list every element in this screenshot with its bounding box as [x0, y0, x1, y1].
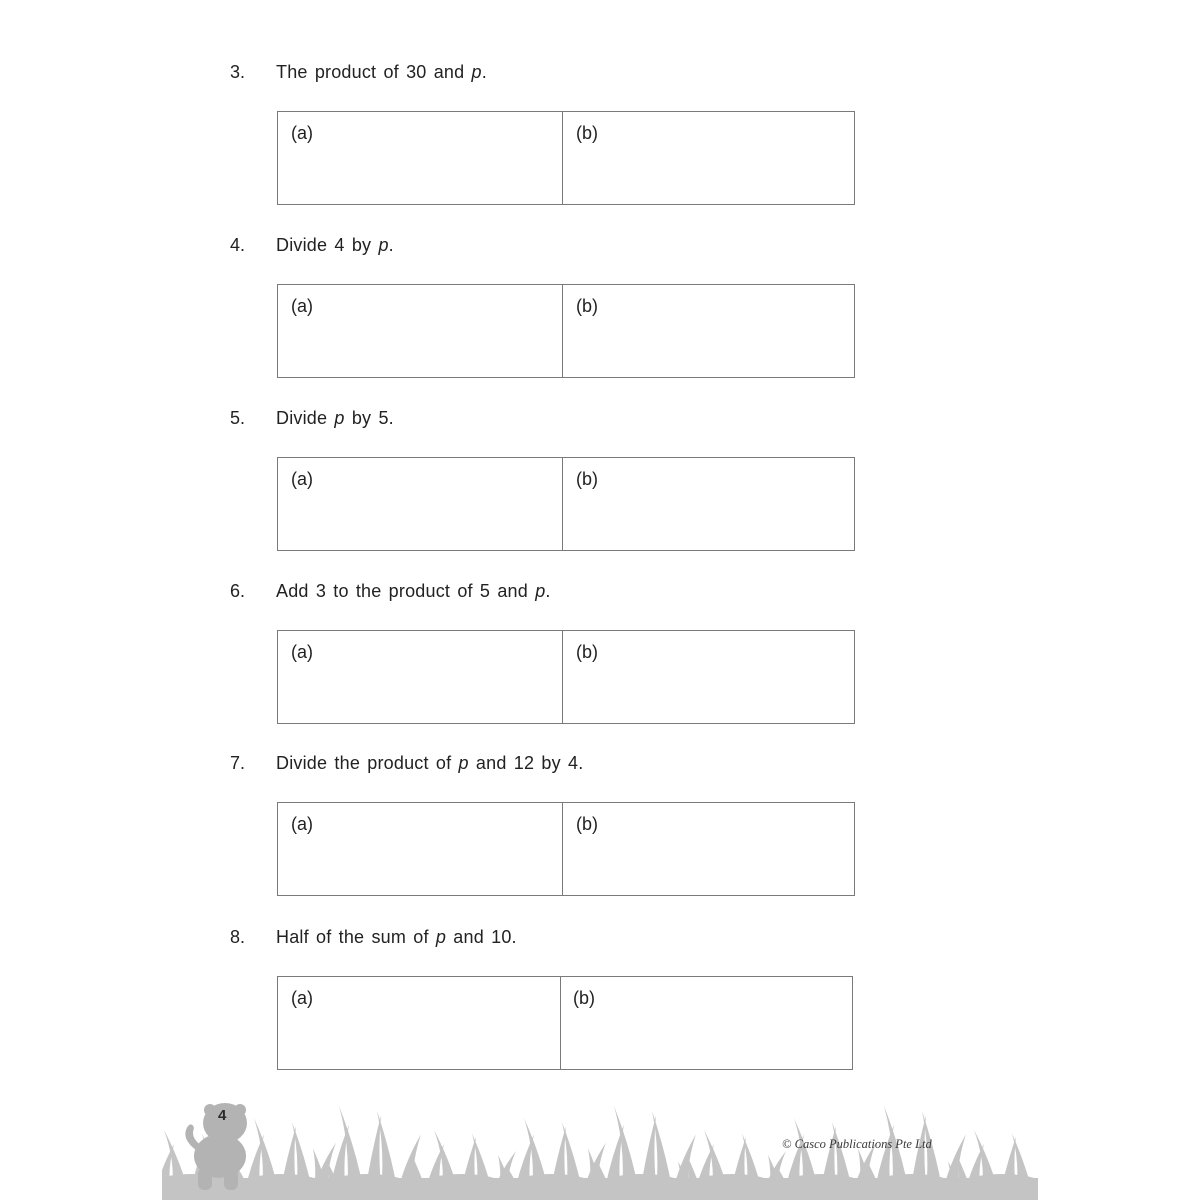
cell-label-a: (a) — [291, 988, 313, 1008]
question-3 — [162, 60, 1038, 210]
question-7 — [162, 751, 1038, 901]
cell-label-a: (a) — [291, 296, 313, 316]
question-text: Add 3 to the product of 5 and p. — [276, 581, 551, 601]
question-text: Half of the sum of p and 10. — [276, 927, 517, 947]
cell-label-a: (a) — [291, 123, 313, 143]
cell-label-b: (b) — [576, 123, 598, 143]
answer-box[interactable] — [277, 457, 855, 551]
answer-box[interactable] — [277, 630, 855, 724]
cell-label-b: (b) — [576, 814, 598, 834]
question-8 — [162, 925, 1038, 1075]
question-number: 8. — [230, 927, 246, 947]
answer-cell-b[interactable] — [563, 803, 854, 895]
answer-cell-b[interactable] — [563, 112, 854, 204]
cell-label-a: (a) — [291, 642, 313, 662]
answer-cell-a[interactable] — [278, 803, 563, 895]
cell-label-b: (b) — [576, 296, 598, 316]
grass-ground — [162, 1178, 1038, 1200]
answer-cell-b[interactable] — [563, 285, 854, 377]
answer-cell-b[interactable] — [563, 458, 854, 550]
cell-label-b: (b) — [576, 469, 598, 489]
question-text: Divide p by 5. — [276, 408, 394, 428]
cell-label-b: (b) — [573, 988, 595, 1008]
answer-box[interactable] — [277, 111, 855, 205]
answer-box[interactable] — [277, 976, 853, 1070]
question-5 — [162, 406, 1038, 556]
answer-cell-a[interactable] — [278, 631, 563, 723]
question-4 — [162, 233, 1038, 383]
answer-cell-b[interactable] — [563, 631, 854, 723]
copyright-notice: © Casco Publications Pte Ltd — [782, 1137, 932, 1151]
answer-cell-a[interactable] — [278, 112, 563, 204]
question-text: The product of 30 and p. — [276, 62, 487, 82]
page-number: 4 — [218, 1107, 227, 1124]
question-text: Divide the product of p and 12 by 4. — [276, 753, 584, 773]
answer-box[interactable] — [277, 284, 855, 378]
answer-box[interactable] — [277, 802, 855, 896]
answer-cell-a[interactable] — [278, 977, 561, 1069]
cell-label-b: (b) — [576, 642, 598, 662]
answer-cell-a[interactable] — [278, 285, 563, 377]
cell-label-a: (a) — [291, 814, 313, 834]
page-footer — [162, 1090, 1038, 1200]
worksheet-page — [162, 0, 1038, 1200]
answer-cell-b[interactable] — [561, 977, 852, 1069]
question-text: Divide 4 by p. — [276, 235, 394, 255]
question-number: 6. — [230, 581, 246, 601]
question-number: 3. — [230, 62, 246, 82]
question-number: 7. — [230, 753, 246, 773]
grass-silhouette — [162, 1106, 1038, 1200]
cell-label-a: (a) — [291, 469, 313, 489]
question-number: 5. — [230, 408, 246, 428]
question-6 — [162, 579, 1038, 729]
answer-cell-a[interactable] — [278, 458, 563, 550]
question-number: 4. — [230, 235, 246, 255]
